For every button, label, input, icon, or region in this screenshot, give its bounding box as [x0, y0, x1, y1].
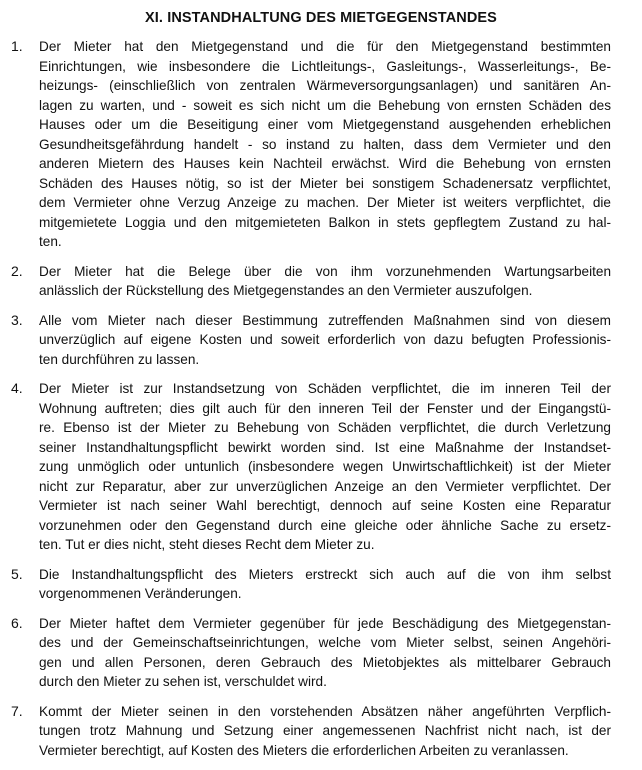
clause-3 — [0, 311, 642, 370]
text-line: anderen Mietern des Hauses kein Nachteil erwächst. Wird die Behebung von ernsten — [39, 156, 611, 171]
text-line: anlässlich der Rückstellung des Mietgegenstandes an den Vermieter auszufolgen. — [39, 283, 533, 298]
clause-5 — [0, 565, 642, 604]
text-line: Wohnung auftreten; dies gilt auch für den inneren Teil der Fenster und der Eingangstü- — [39, 400, 611, 416]
clause-text — [39, 614, 611, 692]
text-line: Der Mieter hat den Mietgegenstand und die für den Mietgegenstand bestimmten — [39, 39, 611, 54]
text-line: Der Mieter ist zur Instandsetzung von Schäden verpflichtet, die im inneren Teil der — [39, 381, 611, 396]
text-line: lagen zu warten, und - soweit es sich nicht um die Behebung von ernsten Schäden des — [39, 97, 611, 113]
text-line: Vermieter berechtigt, auf Kosten des Mieters die erforderlichen Arbeiten zu veranlassen. — [39, 742, 569, 758]
section-title: XI. INSTANDHALTUNG DES MIETGEGENSTANDES — [145, 10, 497, 26]
text-line: heizungs- (einschließlich von zentralen Wärmeversorgungsanlagen) und sanitären An- — [39, 78, 611, 93]
text-line: dem Vermieter ohne Verzug Anzeige zu machen. Der Mieter ist weiters verpflichtet, die — [39, 195, 611, 210]
text-line: vorzunehmen oder den Gegenstand durch eine gleiche oder ähnliche Sache zu ersetz- — [39, 517, 611, 533]
clause-text — [39, 702, 611, 761]
clause-1 — [0, 37, 642, 252]
text-line: unverzüglich auf eigene Kosten und soweit erforderlich von dazu befugten Professionis- — [39, 332, 611, 347]
text-line: Gesundheitsgefährdung handelt - so instand zu halten, dass dem Vermieter und den — [39, 136, 611, 152]
clause-number: 4. — [11, 380, 23, 396]
clause-2 — [0, 262, 642, 301]
text-line: Schäden des Hauses nötig, so ist der Mieter bei sonstigem Schadenersatz verpflichtet, — [39, 175, 611, 191]
text-line: mitgemietete Loggia und den mitgemieteten Balkon in stets gepflegtem Zustand zu hal- — [39, 214, 611, 230]
text-line: Alle vom Mieter nach dieser Bestimmung zutreffenden Maßnahmen sind von diesem — [39, 312, 611, 328]
text-line: ten. Tut er dies nicht, steht dieses Recht dem Mieter zu. — [39, 537, 375, 552]
clause-number: 3. — [11, 311, 23, 328]
clause-number: 1. — [11, 38, 23, 54]
text-line: Vermieter ist nach seiner Wahl berechtigt, dennoch auf seine Kosten eine Reparatur — [39, 498, 611, 513]
clause-text — [39, 311, 611, 370]
text-line: vorgenommenen Veränderungen. — [39, 586, 242, 601]
clause-text — [39, 37, 611, 252]
clause-list — [0, 37, 642, 770]
clause-text — [39, 262, 611, 301]
text-line: zung unmöglich oder untunlich (insbesondere wegen Unwirtschaftlichkeit) ist der Mieter — [39, 459, 611, 474]
clause-number: 7. — [11, 702, 23, 719]
clause-text — [39, 565, 611, 604]
clause-number: 2. — [11, 262, 23, 279]
text-line: Einrichtungen, wie insbesondere die Lichtleitungs-, Gasleitungs-, Wasserleitungs-, Be- — [39, 58, 611, 74]
clause-number: 5. — [11, 565, 23, 582]
text-line: seiner Instandhaltungspflicht bewirkt worden sind. Ist eine Maßnahme der Instandset- — [39, 439, 611, 455]
text-line: Der Mieter haftet dem Vermieter gegenüber für jede Beschädigung des Mietgegenstan- — [39, 615, 611, 631]
text-line: re. Ebenso ist der Mieter zu Behebung von Schäden verpflichtet, die durch Verletzung — [39, 420, 611, 435]
text-line: ten. — [39, 234, 62, 249]
clause-number: 6. — [11, 614, 23, 631]
clause-6 — [0, 614, 642, 692]
text-line: des und der Gemeinschaftseinrichtungen, welche vom Mieter selbst, seinen Angehöri- — [39, 635, 611, 650]
clause-text — [39, 379, 611, 555]
text-line: Die Instandhaltungspflicht des Mieters erstreckt sich auch auf die von ihm selbst — [39, 566, 611, 582]
text-line: gen und allen Personen, deren Gebrauch des Mietobjektes als mittelbarer Gebrauch — [39, 654, 611, 670]
text-line: Kommt der Mieter seinen in den vorstehenden Absätzen näher angeführten Verpflich- — [39, 703, 611, 719]
text-line: Der Mieter hat die Belege über die von ihm vorzunehmenden Wartungsarbeiten — [39, 263, 611, 279]
clause-7 — [0, 702, 642, 761]
clause-4 — [0, 379, 642, 555]
text-line: ten durchführen zu lassen. — [39, 351, 200, 367]
text-line: nicht zur Reparatur, aber zur unverzüglichen Anzeige an den Vermieter verpflichtet. Der — [39, 478, 611, 494]
text-line: tungen trotz Mahnung und Setzung einer angemessenen Nachfrist nicht nach, ist der — [39, 723, 611, 738]
text-line: Hauses oder um die Beseitigung einer vom Mietgegenstand ausgehenden erheblichen — [39, 117, 611, 132]
text-line: durch den Mieter zu sehen ist, verschuldet wird. — [39, 674, 327, 689]
